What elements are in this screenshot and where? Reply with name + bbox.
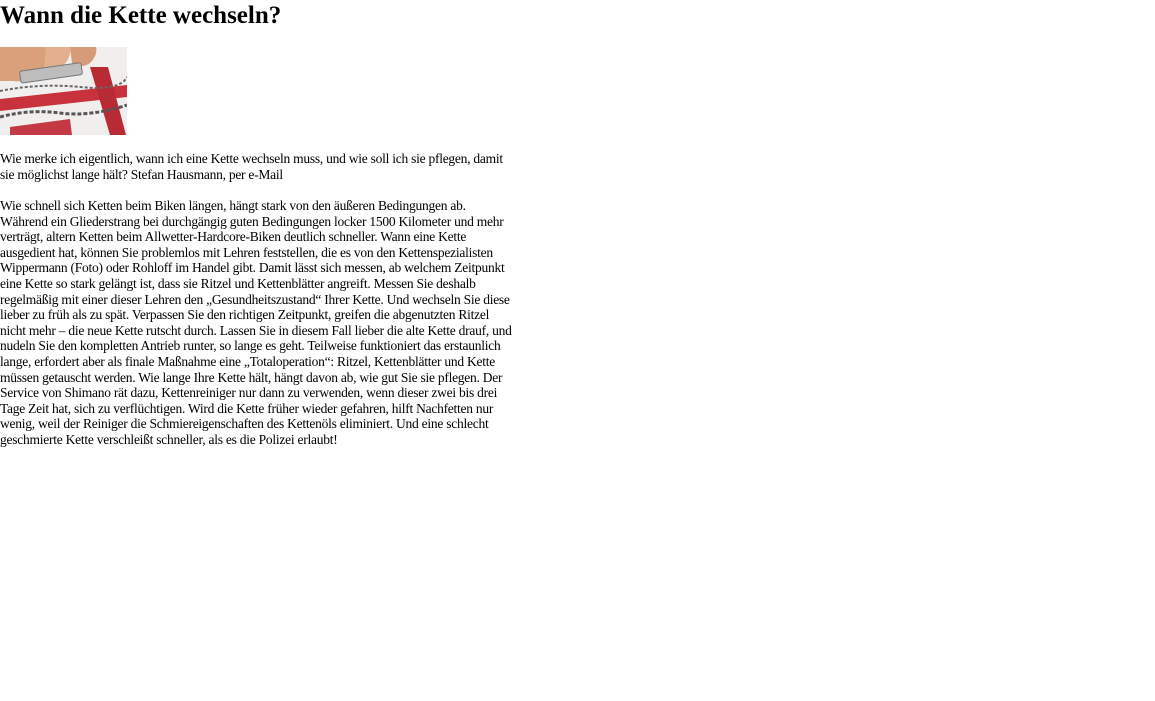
chain-gauge-illustration <box>0 47 127 135</box>
chain-gauge-photo <box>0 47 127 135</box>
answer-text: Wie schnell sich Ketten beim Biken längen, hängt stark von den äußeren Bedingungen ab. Während ein Gliederstrang bei durchgängig guten Bedingungen locker 1500 Kilometer und mehr verträgt, altern Ketten beim Allwetter-Hardcore-Biken deutlich schneller. Wann eine Kette ausgedient hat, können Sie problemlos mit Lehren feststellen, die es von den Kettenspezialisten Wippermann (Foto) oder Rohloff im Handel gibt. Damit lässt sich messen, ab welchem Zeitpunkt eine Kette so stark gelängt ist, dass sie Ritzel und Kettenblätter angreift. Messen Sie deshalb regelmäßig mit einer dieser Lehren den „Gesundheitszustand“ Ihrer Kette. Und wechseln Sie diese lieber zu früh als zu spät. Verpassen Sie den richtigen Zeitpunkt, greifen die abgenutzten Ritzel nicht mehr – die neue Kette rutscht durch. Lassen Sie in diesem Fall lieber die alte Kette drauf, und nudeln Sie den kompletten Antrieb runter, so lange es geht. Teilweise funktioniert das erstaunlich lange, erfordert aber als finale Maßnahme eine „Totaloperation“: Ritzel, Kettenblätter und Kette müssen getauscht werden. Wie lange Ihre Kette hält, hängt davon ab, wie gut Sie sie pflegen. Der Service von Shimano rät dazu, Kettenreiniger nur dann zu verwenden, wenn dieser zwei bis drei Tage Zeit hat, sich zu verflüchtigen. Wird die Kette früher wieder gefahren, hilft Nachfetten nur wenig, weil der Reiniger die Schmiereigenschaften des Kettenöls eliminiert. Und eine schlecht geschmierte Kette verschleißt schneller, als es die Polizei erlaubt! <box>0 198 512 447</box>
page-title: Wann die Kette wechseln? <box>0 2 282 29</box>
reader-question: Wie merke ich eigentlich, wann ich eine Kette wechseln muss, und wie soll ich sie pflegen, damit sie möglichst lange hält? Stefan Hausmann, per e-Mail <box>0 151 503 182</box>
